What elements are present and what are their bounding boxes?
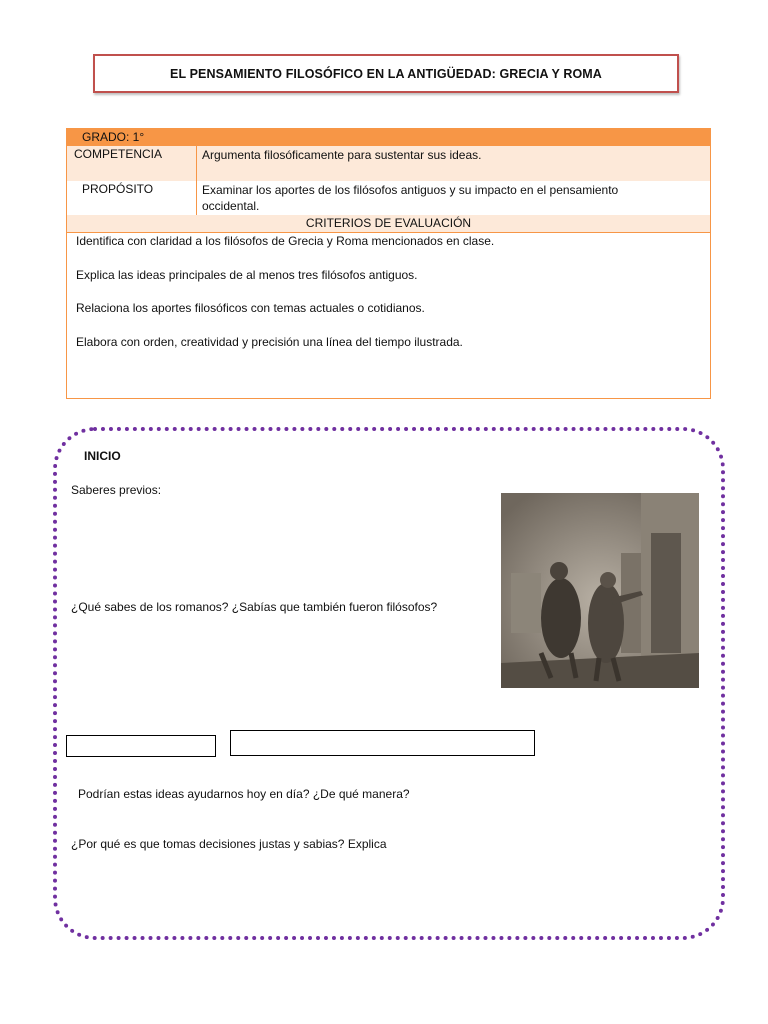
grade-row [67,129,710,146]
question-ideas-hoy: Podrían estas ideas ayudarnos hoy en día? ¿De qué manera? [78,787,410,801]
question-decisiones: ¿Por qué es que tomas decisiones justas y sabias? Explica [71,837,387,851]
proposito-label: PROPÓSITO [82,182,154,196]
competencia-label: COMPETENCIA [74,147,163,161]
philosophers-engraving-image [501,493,699,688]
criterios-header: CRITERIOS DE EVALUACIÓN [67,215,710,233]
document-title: EL PENSAMIENTO FILOSÓFICO EN LA ANTIGÜEDAD: GRECIA Y ROMA [170,66,602,81]
answer-box-small[interactable] [66,735,216,757]
criterio-item: Identifica con claridad a los filósofos de Grecia y Roma mencionados en clase. [76,234,495,248]
column-divider [196,146,197,215]
document-title-box [93,54,679,93]
grade-label: GRADO: 1° [82,130,145,144]
competencia-value: Argumenta filosóficamente para sustentar sus ideas. [202,148,482,162]
proposito-line-1: Examinar los aportes de los filósofos antiguos y su impacto en el pensamiento [202,183,619,197]
criterio-item: Relaciona los aportes filosóficos con temas actuales o cotidianos. [76,301,425,315]
question-romanos: ¿Qué sabes de los romanos? ¿Sabías que también fueron filósofos? [71,600,438,614]
criterio-item: Elabora con orden, creatividad y precisión una línea del tiempo ilustrada. [76,334,463,349]
inicio-heading: INICIO [84,449,121,463]
criterios-list [76,233,494,367]
saberes-previos-label: Saberes previos: [71,483,162,497]
competencia-row [67,146,710,182]
proposito-line-2: occidental. [202,199,260,213]
proposito-row [67,181,710,216]
criterio-item: Explica las ideas principales de al menos tres filósofos antiguos. [76,267,418,282]
answer-box-large[interactable] [230,730,535,756]
info-table [66,128,711,399]
proposito-value [202,182,702,214]
